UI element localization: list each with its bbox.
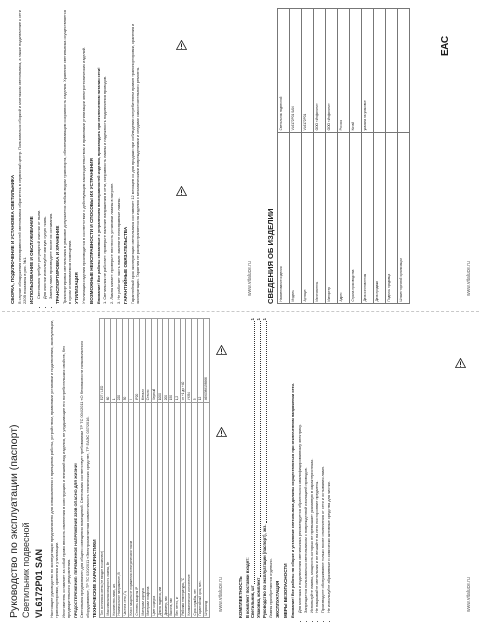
warning-triangle-icon xyxy=(176,186,187,196)
table-row xyxy=(338,9,350,304)
website-footer: www.vitaluce.ru xyxy=(218,577,224,612)
info-value: ООО «Инфинити» xyxy=(326,9,338,133)
info-key: Дата продажи xyxy=(374,132,386,303)
intro-paragraph-3: Светильник предназначен для общего освещения помещений. Светильник соответствует требованиям ТР ТС 004/2011 «О безопасности низковольтного оборудования», ТР ТС 020/2011 «Электромагнитная совместимость технических средств», ТР ЕАЭС 037/2016. xyxy=(79,340,90,618)
info-key: Подпись продавца xyxy=(386,132,398,303)
spec-value: 1 xyxy=(111,319,117,403)
info-key: Импортер xyxy=(326,132,338,303)
list-item: • Для монтажа и подключения светильника рекомендуется обратиться к квалифицированному электрику. xyxy=(297,318,302,613)
table-row xyxy=(290,9,302,304)
safety-heading: МЕРЫ БЕЗОПАСНОСТИ xyxy=(283,563,289,618)
info-value xyxy=(398,9,410,133)
spec-value: I xyxy=(128,319,134,403)
faults-intro: Внимание! Все работы связанные с устранением неисправностей изделия, производить при отключенном питании сети! xyxy=(95,67,101,304)
warning-triangle-icon xyxy=(216,345,227,355)
table-row xyxy=(326,9,338,304)
product-info-heading: СВЕДЕНИЯ ОБ ИЗДЕЛИИ xyxy=(266,208,275,304)
info-key: Артикул xyxy=(302,132,314,303)
safety-intro: Внимание! Все работы по сборке и установке светильника должны осуществляться при отключенном напряжении сети. xyxy=(290,382,296,618)
spec-value: Черный xyxy=(151,319,157,403)
spec-value: 50 xyxy=(122,319,128,403)
spec-value: Металл xyxy=(140,319,146,403)
info-key: Страна производства xyxy=(350,132,362,303)
table-row xyxy=(350,9,362,304)
spec-value: IP20 xyxy=(134,319,140,403)
install-heading: СБОРКА, ПОДКЛЮЧЕНИЕ И УСТАНОВКА СВЕТИЛЬНИКА xyxy=(10,174,15,304)
panel-install xyxy=(8,8,228,304)
spec-key: Диаметр, мм xyxy=(163,402,169,617)
utilization-text: Утилизация изделия производится в соответствии с действующим законодательством и правилами утилизации электротехнических изделий. xyxy=(81,46,87,304)
spec-value: Стекло xyxy=(145,319,151,403)
intro-paragraph-2: Изготовитель оставляет за собой право вносить изменения в конструкцию и внешний вид изделия, не ухудшающие его потребительских свойств, без предварительного уведомления. xyxy=(60,346,71,618)
product-name: Светильник подвесной xyxy=(21,522,31,618)
sale-row xyxy=(398,9,410,304)
panel-complete xyxy=(236,318,456,618)
panel-product-info xyxy=(266,8,461,304)
website-footer: www.vitaluce.ru xyxy=(466,577,472,612)
sale-row xyxy=(386,9,398,304)
table-row xyxy=(362,9,374,304)
spec-value: 4690389158966 xyxy=(203,319,209,403)
info-key: Изготовитель xyxy=(314,132,326,303)
list-item: • Запрещается пользоваться светильником с поврежденной изоляцией проводов. xyxy=(303,318,308,613)
spec-key: Номинальное напряжение, В xyxy=(117,402,123,617)
warranty-heading: ГАРАНТИЙНЫЕ ОБЯЗАТЕЛЬСТВА xyxy=(123,226,129,304)
warranty-text: Гарантийный срок эксплуатации светильника составляет 12 месяцев со дня продажи при соблюдении потребителем правил транспортировки, хранения и эксплуатации. Гарантия не распространяется на изделия с механическими повреждениями и следами самостоятельного ремонта. xyxy=(130,23,141,304)
table-row xyxy=(203,319,209,618)
info-key: Адрес xyxy=(338,132,350,303)
info-value: Россия xyxy=(338,9,350,133)
spec-value: 5 xyxy=(192,319,198,403)
website-footer: www.vitaluce.ru xyxy=(466,261,472,296)
spec-key: Штрихкод xyxy=(203,402,209,617)
list-item: • Светильник требует регулярной очистки от пыли. xyxy=(36,8,41,299)
spec-key: Степень защиты IP xyxy=(134,402,140,617)
complete-note: Лампы приобретаются отдельно. xyxy=(268,558,274,618)
spec-key: Вес нетто, кг xyxy=(174,402,180,617)
complete-intro: В комплект поставки входят: xyxy=(245,557,250,618)
install-text: В случае обнаружения неисправностей светильника обратитесь в сервисный центр. Пользоваться сборкой и монтажом светильника, а также подключение к сети 220В показаны в рис. №1. xyxy=(17,10,28,304)
spec-value: 1,2 xyxy=(174,319,180,403)
spec-heading: ТЕХНИЧЕСКИЕ ХАРАКТЕРИСТИКИ xyxy=(91,539,97,618)
spec-value: E27 / LED xyxy=(99,319,105,403)
table-row xyxy=(314,9,326,304)
service-list xyxy=(36,8,53,304)
spec-key: Материал корпуса xyxy=(140,402,146,617)
info-key: Штамп торговой организации xyxy=(398,132,410,303)
spec-table xyxy=(99,318,210,618)
info-value: Китай xyxy=(350,9,362,133)
service-heading: ИСПОЛЬЗОВАНИЕ И ОБСЛУЖИВАНИЕ xyxy=(29,216,35,304)
table-row xyxy=(302,9,314,304)
warning-triangle-icon xyxy=(455,358,466,368)
faults-item-1: 1. Светильник не работает: проверьте наличие напряжения в сети, исправность лампы и надежность подключения проводов. xyxy=(102,75,108,304)
eac-certification-mark: EAC xyxy=(440,36,451,56)
product-info-table xyxy=(277,8,410,304)
exploitation-heading: ЭКСПЛУАТАЦИЯ xyxy=(275,580,281,618)
info-value xyxy=(374,9,386,133)
spec-key: Срок службы, лет xyxy=(192,402,198,617)
info-value: указана на упаковке xyxy=(362,9,374,133)
spec-value: УХЛ4 xyxy=(186,319,192,403)
info-key: Наименование изделия xyxy=(278,132,290,303)
spec-value: 1000 xyxy=(157,319,163,403)
transport-heading: ТРАНСПОРТИРОВКА И ХРАНЕНИЕ xyxy=(55,225,61,304)
spec-key: Гарантийный срок, мес. xyxy=(197,402,203,617)
spec-value: 150 xyxy=(169,319,175,403)
safety-list xyxy=(297,318,331,618)
panel-front xyxy=(8,318,233,618)
list-item: • Для очистки используйте мягкую сухую ткань. xyxy=(42,8,47,299)
info-value xyxy=(386,9,398,133)
faults-item-3: 3. Не работает часть ламп: замените неисправные лампы. xyxy=(116,197,122,304)
spec-key: Цвет корпуса xyxy=(151,402,157,617)
spec-key: Климатическое исполнение xyxy=(186,402,192,617)
utilization-heading: УТИЛИЗАЦИЯ xyxy=(74,272,80,304)
list-item: • Не используйте абразивные и химически активные средства для чистки. xyxy=(326,318,331,613)
warning-paragraph: ПРЕДОСТЕРЕЖЕНИЕ: ПЕРЕМЕННОЕ НАПРЯЖЕНИЕ 220В ОПАСНО ДЛЯ ЖИЗНИ! xyxy=(72,463,78,618)
info-value: VL6172P01 xyxy=(302,9,314,133)
complete-item-1: Светильник, шт 1 xyxy=(250,318,256,618)
spec-value: 220 xyxy=(117,319,123,403)
intro-paragraph-1: Настоящее руководство по эксплуатации предназначено для ознакомления с принципом работы, устройством, правилами установки и подключения, эксплуатации, транспортировки, хранения и утилизации. xyxy=(48,319,59,618)
sale-row xyxy=(374,9,386,304)
website-footer: www.vitaluce.ru xyxy=(247,261,253,296)
spec-key: Количество ламп, шт. xyxy=(111,402,117,617)
table-row xyxy=(278,9,290,304)
spec-key: Класс защиты от поражения электрическим током xyxy=(128,402,134,617)
list-item: • Не накрывайте светильник и не вешайте на него посторонние предметы. xyxy=(314,318,319,613)
info-value: VL6172P01 SAN xyxy=(290,9,302,133)
faults-item-2: 2. Лампа мигает: проверьте плотность установки лампы в патроне. xyxy=(109,182,115,304)
list-item: • Используйте лампы, мощность которых не превышает указанную в характеристиках. xyxy=(309,318,314,613)
fold-line xyxy=(2,311,479,312)
list-item: • Замену ламп производите после их остывания. xyxy=(48,8,53,299)
info-value: Светильник подвесной xyxy=(278,9,290,133)
spec-key: Максимальная мощность лампы, Вт xyxy=(105,402,111,617)
warning-triangle-icon xyxy=(216,427,227,437)
spec-value: 60 xyxy=(105,319,111,403)
complete-item-2: Упаковка, комплект 1 xyxy=(256,318,262,618)
spec-value: от +1 до +40 xyxy=(180,319,186,403)
info-value: ООО «Инфинити» xyxy=(314,9,326,133)
spec-key: Материал плафона xyxy=(145,402,151,617)
complete-heading: КОМПЛЕКТНОСТЬ xyxy=(238,576,243,618)
spec-key: Тип источника света (не входит в комплект) xyxy=(99,402,105,617)
spec-key: Частота сети, Гц xyxy=(122,402,128,617)
product-model: VL6172P01 SAN xyxy=(33,548,44,618)
spec-key: Высота, мм xyxy=(169,402,175,617)
info-key: Дата изготовления xyxy=(362,132,374,303)
spec-key: Длина подвеса, мм xyxy=(157,402,163,617)
spec-key: Рабочая температура, °С xyxy=(180,402,186,617)
spec-value: 200 xyxy=(163,319,169,403)
list-item: • Производите обслуживание только после отключения от сети и остывания ламп. xyxy=(320,318,325,613)
faults-heading: ВОЗМОЖНЫЕ НЕИСПРАВНОСТИ И СПОСОБЫ ИХ УСТРАНЕНИЯ xyxy=(88,158,94,304)
warning-triangle-icon xyxy=(176,40,187,50)
info-key: Модель xyxy=(290,132,302,303)
doc-title: Руководство по эксплуатации (паспорт) xyxy=(8,424,20,618)
complete-item-3: Руководство по эксплуатации (паспорт), экз. 1 xyxy=(262,318,268,618)
transport-text: Транспортировка светильника в упаковке допускается любым видом транспорта, обеспечивающим сохранность изделия. Хранение светильника осуществляется в сухом отапливаемом помещении. xyxy=(62,10,73,304)
spec-value: 12 xyxy=(197,319,203,403)
